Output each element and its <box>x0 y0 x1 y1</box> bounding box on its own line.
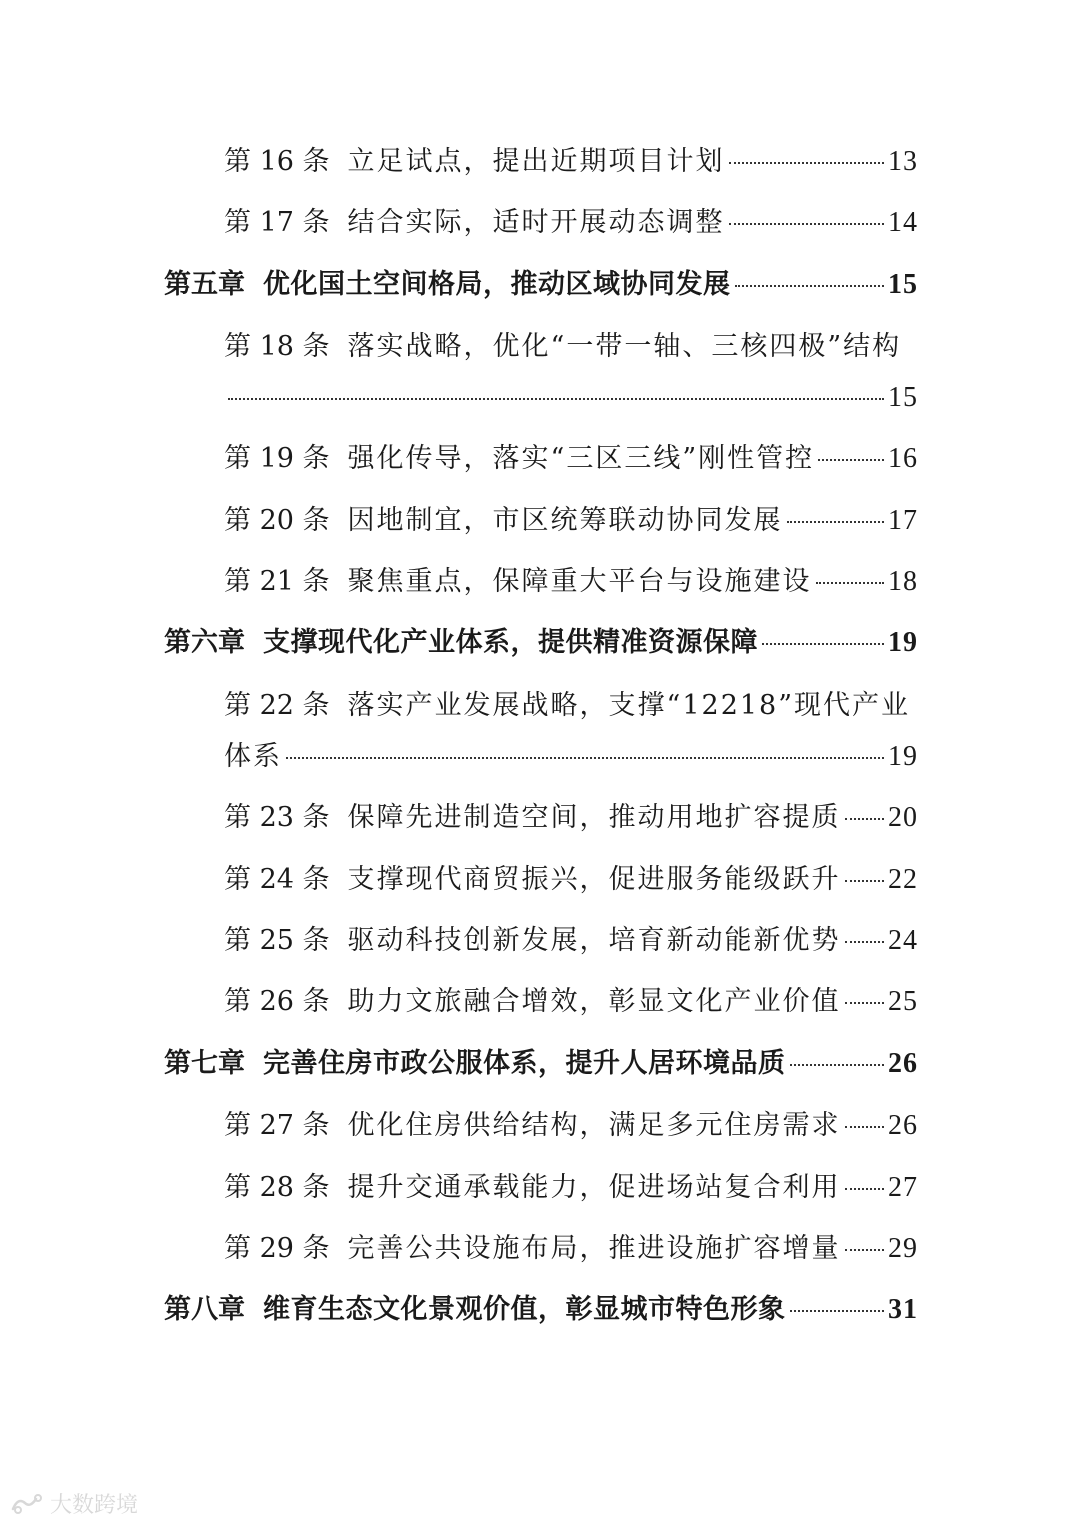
page-number: 15 <box>888 382 918 413</box>
dot-leader <box>729 223 884 225</box>
watermark <box>10 1488 138 1519</box>
page-number: 19 <box>888 627 918 658</box>
dot-leader <box>845 1249 884 1251</box>
page-number: 27 <box>888 1172 918 1203</box>
toc-article-21[interactable] <box>224 560 918 604</box>
page-number: 24 <box>888 925 918 956</box>
article-number: 第 28 条 <box>224 1172 330 1203</box>
dot-leader <box>845 1126 884 1128</box>
toc-chapter-6[interactable] <box>164 621 918 665</box>
page-number: 17 <box>888 505 918 536</box>
dot-leader <box>816 582 884 584</box>
dot-leader <box>228 398 884 400</box>
toc-article-24[interactable] <box>224 858 918 902</box>
dot-leader <box>735 285 885 287</box>
article-number: 第 17 条 <box>224 207 330 238</box>
article-title-continuation: 体系 <box>224 741 282 772</box>
logo-icon <box>10 1493 44 1515</box>
article-title: 助力文旅融合增效，彰显文化产业价值 <box>347 986 841 1017</box>
toc-article-27[interactable] <box>224 1104 918 1148</box>
dot-leader <box>845 880 884 882</box>
toc-article-22-continuation[interactable] <box>224 735 918 779</box>
page-number: 31 <box>888 1294 918 1325</box>
toc-article-16[interactable] <box>224 140 918 184</box>
dot-leader <box>286 757 884 759</box>
dot-leader <box>845 1188 884 1190</box>
page-number: 15 <box>888 269 918 300</box>
chapter-title: 维育生态文化景观价值，彰显城市特色形象 <box>263 1294 786 1325</box>
toc-chapter-5[interactable] <box>164 263 918 307</box>
dot-leader <box>729 162 884 164</box>
chapter-number: 第六章 <box>164 627 245 658</box>
chapter-title: 支撑现代化产业体系，提供精准资源保障 <box>263 627 758 658</box>
dot-leader <box>845 818 884 820</box>
chapter-title: 完善住房市政公服体系，提升人居环境品质 <box>263 1048 786 1079</box>
toc-article-19[interactable] <box>224 437 918 481</box>
article-title: 强化传导，落实“三区三线”刚性管控 <box>347 443 815 474</box>
article-number: 第 23 条 <box>224 802 330 833</box>
article-number: 第 24 条 <box>224 864 330 895</box>
article-title: 完善公共设施布局，推进设施扩容增量 <box>347 1233 841 1264</box>
dot-leader <box>787 521 884 523</box>
page-number: 25 <box>888 986 918 1017</box>
article-title: 落实战略，优化“一带一轴、三核四极”结构 <box>347 331 902 362</box>
toc-article-26[interactable] <box>224 980 918 1024</box>
article-title: 保障先进制造空间，推动用地扩容提质 <box>347 802 841 833</box>
article-title: 聚焦重点，保障重大平台与设施建设 <box>347 566 812 597</box>
toc-article-20[interactable] <box>224 499 918 543</box>
article-number: 第 18 条 <box>224 331 330 362</box>
toc-article-25[interactable] <box>224 919 918 963</box>
toc-chapter-7[interactable] <box>164 1042 918 1086</box>
page-number: 19 <box>888 741 918 772</box>
chapter-number: 第八章 <box>164 1294 245 1325</box>
page-number: 18 <box>888 566 918 597</box>
toc-article-23[interactable] <box>224 796 918 840</box>
article-number: 第 19 条 <box>224 443 330 474</box>
dot-leader <box>790 1064 885 1066</box>
page-number: 29 <box>888 1233 918 1264</box>
article-number: 第 21 条 <box>224 566 330 597</box>
page-number: 16 <box>888 443 918 474</box>
article-title: 因地制宜，市区统筹联动协同发展 <box>347 505 783 536</box>
toc-article-29[interactable] <box>224 1227 918 1271</box>
article-title: 立足试点，提出近期项目计划 <box>347 146 725 177</box>
page-number: 26 <box>888 1048 918 1079</box>
page-number: 22 <box>888 864 918 895</box>
page-number: 26 <box>888 1110 918 1141</box>
toc-article-18-continuation[interactable] <box>224 376 918 420</box>
dot-leader <box>818 459 884 461</box>
toc-article-18[interactable] <box>224 325 918 369</box>
page-number: 20 <box>888 802 918 833</box>
chapter-number: 第七章 <box>164 1048 245 1079</box>
watermark-text: 大数跨境 <box>50 1493 139 1518</box>
toc-article-22[interactable] <box>224 684 918 728</box>
chapter-number: 第五章 <box>164 269 245 300</box>
dot-leader <box>790 1310 885 1312</box>
article-number: 第 16 条 <box>224 146 330 177</box>
article-title: 提升交通承载能力，促进场站复合利用 <box>347 1172 841 1203</box>
dot-leader <box>845 1002 884 1004</box>
article-title: 支撑现代商贸振兴，促进服务能级跃升 <box>347 864 841 895</box>
article-title: 驱动科技创新发展，培育新动能新优势 <box>347 925 841 956</box>
article-title: 结合实际，适时开展动态调整 <box>347 207 725 238</box>
toc-article-28[interactable] <box>224 1166 918 1210</box>
page-number: 14 <box>888 207 918 238</box>
article-number: 第 27 条 <box>224 1110 330 1141</box>
dot-leader <box>845 941 884 943</box>
toc-chapter-8[interactable] <box>164 1288 918 1332</box>
article-number: 第 20 条 <box>224 505 330 536</box>
article-number: 第 26 条 <box>224 986 330 1017</box>
article-title: 落实产业发展战略，支撑“12218”现代产业 <box>347 690 911 721</box>
page-number: 13 <box>888 146 918 177</box>
chapter-title: 优化国土空间格局，推动区域协同发展 <box>263 269 731 300</box>
article-number: 第 29 条 <box>224 1233 330 1264</box>
dot-leader <box>762 643 884 645</box>
article-number: 第 25 条 <box>224 925 330 956</box>
article-title: 优化住房供给结构，满足多元住房需求 <box>347 1110 841 1141</box>
article-number: 第 22 条 <box>224 690 330 721</box>
toc-article-17[interactable] <box>224 201 918 245</box>
